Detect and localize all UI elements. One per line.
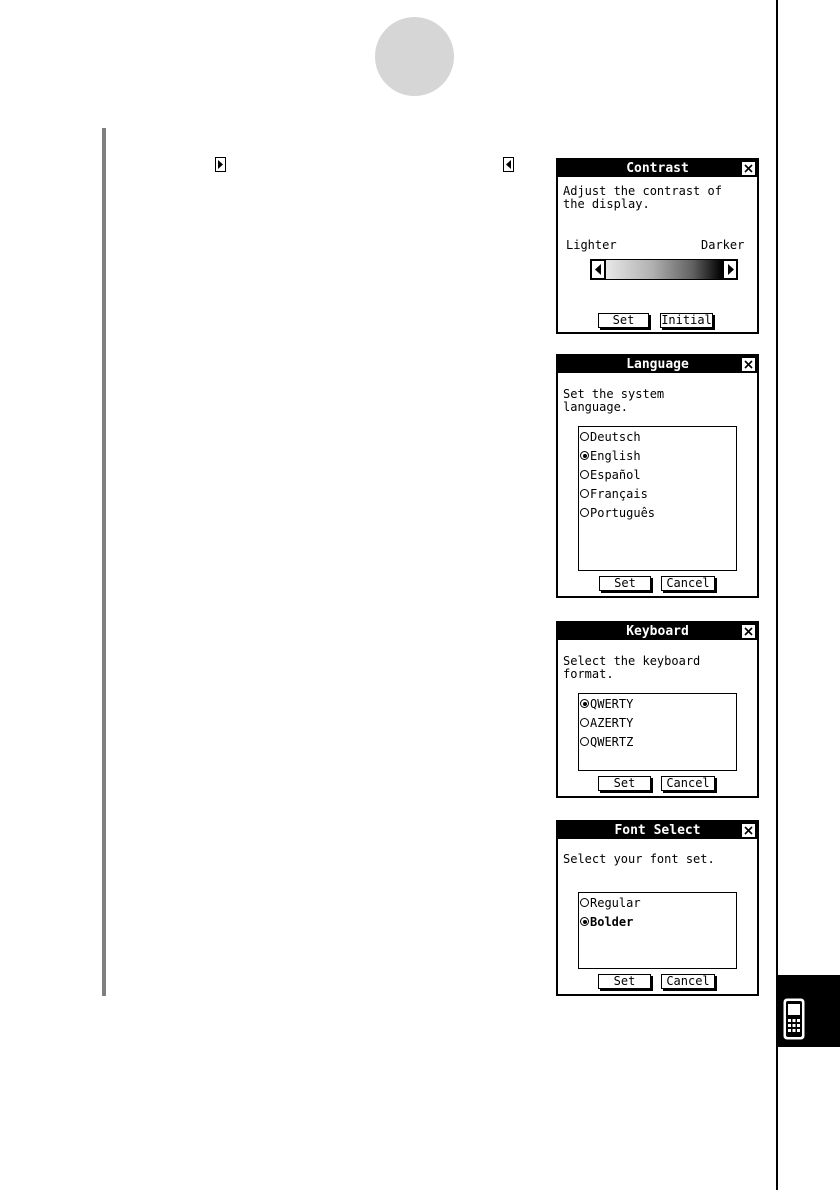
language-option[interactable]: Français xyxy=(579,484,736,503)
keyboard-dialog xyxy=(556,621,759,798)
right-arrow-icon xyxy=(728,264,734,275)
left-arrow-icon xyxy=(503,157,514,172)
set-button[interactable]: Set xyxy=(598,313,649,328)
language-list xyxy=(578,426,737,571)
section-side-bar xyxy=(102,128,106,996)
language-option[interactable]: English xyxy=(579,446,736,465)
keyboard-option[interactable]: QWERTY xyxy=(579,694,736,713)
language-title: Language xyxy=(626,357,689,372)
language-titlebar xyxy=(558,356,757,373)
right-arrow-icon xyxy=(215,157,226,172)
increase-contrast-button[interactable] xyxy=(723,260,737,279)
language-option[interactable]: Deutsch xyxy=(579,427,736,446)
cancel-button[interactable]: Cancel xyxy=(661,776,715,791)
font-select-titlebar xyxy=(558,822,757,839)
language-description: Set the system language. xyxy=(563,387,665,414)
keyboard-list xyxy=(578,693,737,771)
keyboard-option[interactable]: AZERTY xyxy=(579,713,736,732)
cancel-button[interactable]: Cancel xyxy=(661,576,715,591)
language-option[interactable]: Português xyxy=(579,503,736,522)
radio-button[interactable] xyxy=(580,470,589,479)
close-icon[interactable] xyxy=(742,625,755,638)
font-option[interactable]: Regular xyxy=(579,893,736,912)
close-icon[interactable] xyxy=(742,824,755,837)
cancel-button[interactable]: Cancel xyxy=(661,974,715,989)
page-number-circle xyxy=(375,17,454,96)
lighter-label: Lighter xyxy=(566,238,617,252)
radio-button-selected[interactable] xyxy=(580,451,589,460)
contrast-titlebar xyxy=(558,160,757,177)
font-option[interactable]: Bolder xyxy=(579,912,736,931)
keyboard-title: Keyboard xyxy=(626,624,689,639)
radio-button[interactable] xyxy=(580,432,589,441)
language-option[interactable]: Español xyxy=(579,465,736,484)
contrast-slider[interactable] xyxy=(590,259,738,280)
set-button[interactable]: Set xyxy=(598,776,651,791)
keyboard-option[interactable]: QWERTZ xyxy=(579,732,736,751)
language-dialog xyxy=(556,354,759,598)
keyboard-description: Select the keyboard format. xyxy=(563,654,701,681)
contrast-dialog xyxy=(556,158,759,334)
contrast-title: Contrast xyxy=(626,161,689,176)
radio-button[interactable] xyxy=(580,737,589,746)
radio-button[interactable] xyxy=(580,489,589,498)
keyboard-titlebar xyxy=(558,623,757,640)
calculator-icon xyxy=(782,998,806,1040)
left-arrow-icon xyxy=(595,264,601,275)
font-select-dialog xyxy=(556,820,759,996)
font-select-description: Select your font set. xyxy=(563,852,715,866)
radio-button-selected[interactable] xyxy=(580,699,589,708)
initial-button[interactable]: Initial xyxy=(661,313,712,327)
set-button[interactable]: Set xyxy=(598,974,651,989)
decrease-contrast-button[interactable] xyxy=(591,260,605,279)
set-button[interactable]: Set xyxy=(599,576,651,591)
radio-button[interactable] xyxy=(580,898,589,907)
close-icon[interactable] xyxy=(742,162,755,175)
close-icon[interactable] xyxy=(742,358,755,371)
radio-button-selected[interactable] xyxy=(580,917,589,926)
radio-button[interactable] xyxy=(580,718,589,727)
radio-button[interactable] xyxy=(580,508,589,517)
contrast-description: Adjust the contrast of the display. xyxy=(563,184,722,211)
darker-label: Darker xyxy=(701,238,745,252)
font-select-title: Font Select xyxy=(614,823,701,838)
contrast-track[interactable] xyxy=(605,260,723,279)
font-list xyxy=(578,892,737,969)
